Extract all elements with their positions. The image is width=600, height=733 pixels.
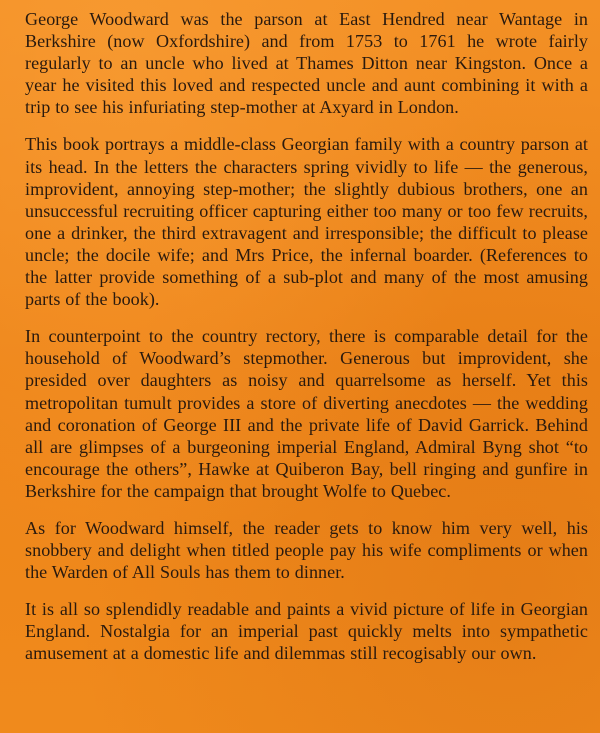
paragraph-woodward-intro: George Woodward was the parson at East Hendred near Wantage in Berkshire (now Oxfordshire) and from 1753 to 1761 he wrote fairly regularly to an uncle who lived at Thames Ditton near Kingston. Once a year he visited this loved and respected uncle and aunt combining it with a trip to see his infuriating step-mother at Axyard in London.	[25, 9, 588, 118]
paragraph-stepmother-household: In counterpoint to the country rectory, there is comparable detail for the household of Woodward’s stepmother. Generous but improvident, she presided over daughters as noisy and quarrelsome as herself. Yet this metropolitan tumult provides a store of diverting anecdotes — the wedding and coronation of George III and the private life of David Garrick. Behind all are glimpses of a burgeoning imperial England, Admiral Byng shot “to encourage the others”, Hawke at Quiberon Bay, bell ringing and gunfire in Berkshire for the campaign that brought Wolfe to Quebec.	[25, 326, 588, 501]
paragraph-woodward-himself: As for Woodward himself, the reader gets to know him very well, his snobbery and delight when titled people pay his wife compliments or when the Warden of All Souls has them to dinner.	[25, 517, 588, 583]
paragraph-conclusion: It is all so splendidly readable and paints a vivid picture of life in Georgian England. Nostalgia for an imperial past quickly melts into sympathetic amusement at a domestic life and dilemmas still recogisably our own.	[25, 599, 588, 664]
paragraph-family-portrait: This book portrays a middle-class Georgian family with a country parson at its head. In the letters the characters spring vividly to life — the generous, improvident, annoying step-mother; the slightly dubious brothers, one an unsuccessful recruiting officer capturing either too many or too few recruits, one a drinker, the third extravagent and irresponsible; the difficult to please uncle; the docile wife; and Mrs Price, the infernal boarder. (References to the latter provide something of a sub-plot and many of the most amusing parts of the book).	[25, 134, 588, 310]
